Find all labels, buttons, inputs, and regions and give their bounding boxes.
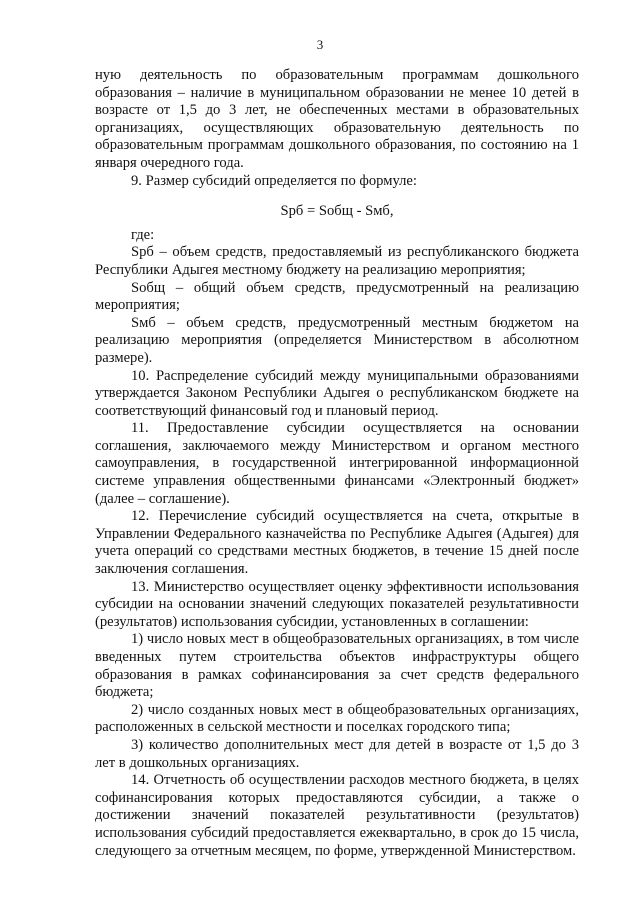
document-body (95, 67, 579, 860)
paragraph-13-1: 1) число новых мест в общеобразовательных организациях, в том числе введенных путем строительства объектов инфраструктуры общего образования в рамках софинансирования за счет средств федерального бюджета; (95, 631, 579, 701)
formula: Sрб = Sобщ - Sмб, (280, 203, 394, 220)
paragraph-9: 9. Размер субсидий определяется по формуле: (131, 172, 417, 189)
page-number: 3 (316, 37, 324, 52)
paragraph-where: где: (131, 226, 155, 243)
paragraph-13-3: 3) количество дополнительных мест для детей в возрасте от 1,5 до 3 лет в дошкольных организациях. (95, 736, 579, 771)
paragraph-sobsh: Sобщ – общий объем средств, предусмотренный на реализацию мероприятия; (95, 279, 579, 314)
paragraph-10: 10. Распределение субсидий между муниципальными образованиями утверждается Законом Республики Адыгея о республиканском бюджете на соответствующий финансовый год и плановый период. (95, 367, 579, 419)
paragraph-12: 12. Перечисление субсидий осуществляется на счета, открытые в Управлении Федерального казначейства по Республике Адыгея (Адыгея) для учета операций со средствами местных бюджетов, в течение 15 дней после заключения соглашения. (95, 508, 579, 578)
paragraph-13: 13. Министерство осуществляет оценку эффективности использования субсидии на основании значений следующих показателей результативности (результатов) использования субсидии, установленных в соглашении: (95, 578, 579, 630)
paragraph-13-2: 2) число созданных новых мест в общеобразовательных организациях, расположенных в сельской местности и поселках городского типа; (95, 701, 579, 736)
paragraph-smb: Sмб – объем средств, предусмотренный местным бюджетом на реализацию мероприятия (определяется Министерством в абсолютном размере). (95, 314, 579, 366)
paragraph-srb: Sрб – объем средств, предоставляемый из республиканского бюджета Республики Адыгея местному бюджету на реализацию мероприятия; (95, 244, 579, 278)
paragraph-continuation: ную деятельность по образовательным программам дошкольного образования – наличие в муниципальном образовании не менее 10 детей в возрасте от 1,5 до 3 лет, не обеспеченных местами в образовательных организациях, осуществляющих образовательную деятельность по образовательным программам дошкольного образования, по состоянию на 1 января очередного года. (95, 67, 579, 171)
paragraph-11: 11. Предоставление субсидии осуществляется на основании соглашения, заключаемого между Министерством и органом местного самоуправления, в государственной интегрированной информационной системе управления общественными финансами «Электронный бюджет» (далее – соглашение). (95, 420, 579, 507)
paragraph-14: 14. Отчетность об осуществлении расходов местного бюджета, в целях софинансирования которых предоставляются субсидии, а также о достижении значений показателей результативности (результатов) использования субсидий предоставляется ежеквартально, в срок до 15 числа, следующего за отчетным месяцем, по форме, утвержденной Министерством. (95, 772, 579, 859)
